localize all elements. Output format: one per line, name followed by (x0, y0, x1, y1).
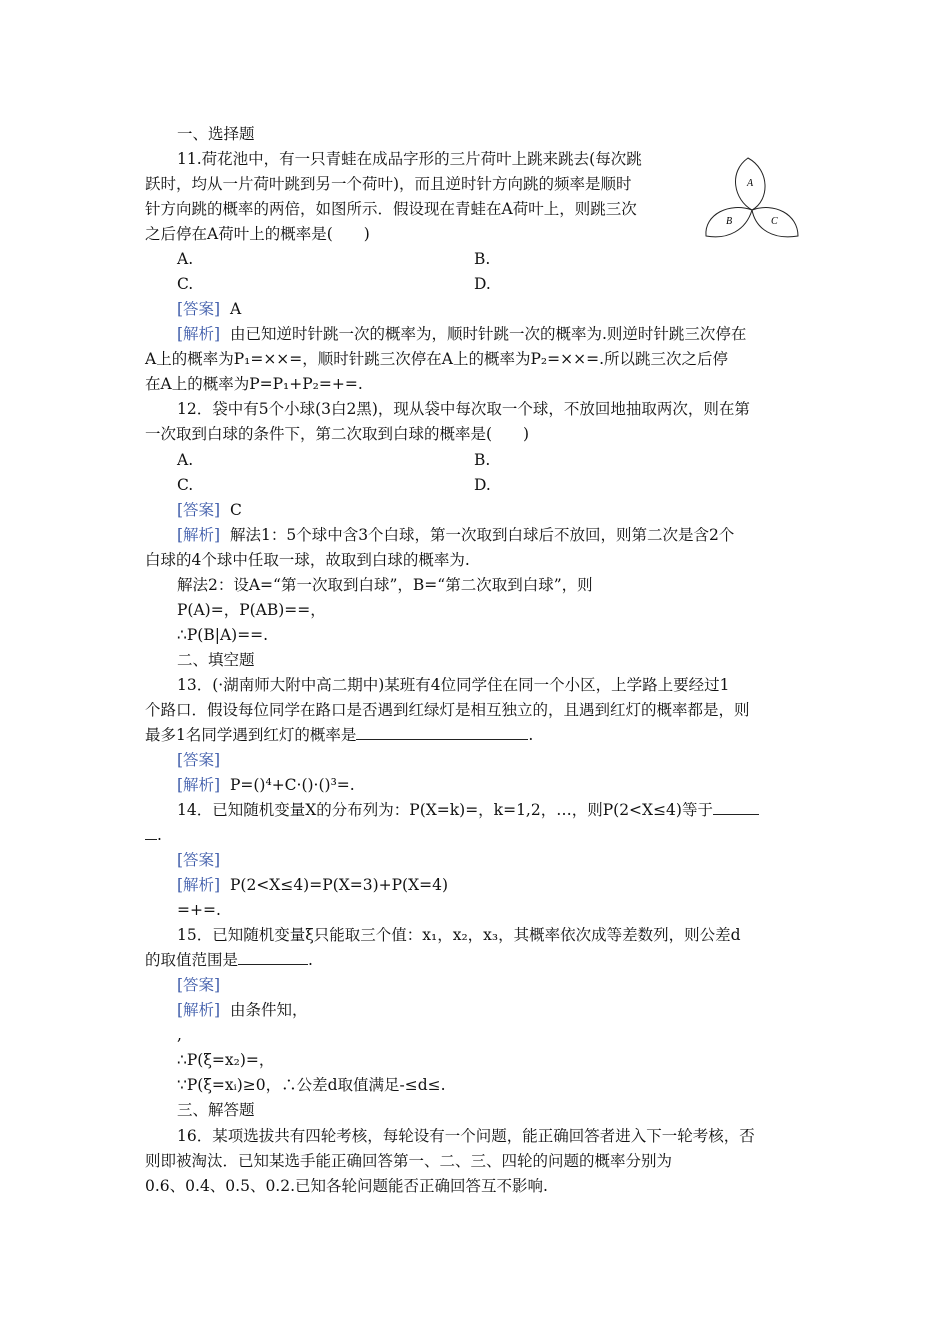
q15-line-2-text: 的取值范围是 (145, 951, 239, 969)
q11-analysis-line-1: 由已知逆时针跳一次的概率为，顺时针跳一次的概率为.则逆时针跳三次停在 (229, 325, 747, 343)
q15-line-2 (145, 949, 313, 971)
q11-option-d: D. (474, 275, 491, 293)
analysis-tag: [解析] (177, 325, 221, 343)
q16-line-3: 0.6、0.4、0.5、0.2.已知各轮问题能否正确回答互不影响. (145, 1177, 548, 1195)
q15-analysis-line-3: ∴P(ξ=x₂)=， (177, 1051, 275, 1069)
q14-line-2-end: . (157, 826, 162, 844)
q14-line-1 (177, 799, 759, 821)
q12-line-2: 一次取到白球的条件下，第二次取到白球的概率是( ) (145, 425, 530, 443)
q14-analysis-row (177, 874, 448, 896)
q15-line-1: 15．已知随机变量ξ只能取三个值：x₁，x₂，x₃，其概率依次成等差数列，则公差d (177, 926, 741, 944)
q11-answer-row (177, 298, 241, 320)
analysis-tag: [解析] (177, 1001, 221, 1019)
q11-option-c: C. (177, 275, 194, 293)
q13-line-3-end: . (528, 726, 534, 744)
q16-line-1: 16．某项选拔共有四轮考核，每轮设有一个问题，能正确回答者进入下一轮考核，否 (177, 1127, 755, 1145)
q11-line-2: 跃时，均从一片荷叶跳到另一个荷叶)，而且逆时针方向跳的频率是顺时 (145, 175, 632, 193)
analysis-tag: [解析] (177, 776, 221, 794)
leaf-a-label: A (747, 178, 754, 189)
q13-line-3 (145, 724, 533, 746)
section-heading-solve: 三、解答题 (177, 1101, 255, 1119)
q12-line-1: 12．袋中有5个小球(3白2黑)，现从袋中每次取一个球，不放回地抽取两次，则在第 (177, 400, 750, 418)
q13-analysis-row (177, 774, 355, 796)
q13-line-2: 个路口．假设每位同学在路口是否遇到红绿灯是相互独立的，且遇到红灯的概率都是，则 (145, 701, 750, 719)
answer-tag: [答案] (177, 501, 221, 519)
q12-analysis-line-3: 解法2：设A=“第一次取到白球”，B=“第二次取到白球”，则 (177, 576, 593, 594)
q14-analysis-line-1: P(2<X≤4)=P(X=3)+P(X=4) (229, 876, 449, 894)
analysis-tag: [解析] (177, 526, 221, 544)
q12-analysis-line-4: P(A)=，P(AB)==， (177, 601, 326, 619)
q11-analysis-row (177, 323, 746, 345)
q12-option-c: C. (177, 476, 194, 494)
q13-line-3-text: 最多1名同学遇到红灯的概率是 (145, 726, 357, 744)
answer-tag: [答案] (177, 976, 221, 994)
q13-answer-row (177, 749, 220, 771)
q14-line-1-text: 14．已知随机变量X的分布列为：P(X=k)=，k=1,2，…，则P(2<X≤4)等于 (177, 801, 713, 819)
q11-line-1: 11.荷花池中，有一只青蛙在成品字形的三片荷叶上跳来跳去(每次跳 (177, 150, 642, 168)
q13-analysis-line-1: P=()⁴+C·()·()³=. (229, 776, 355, 794)
q12-option-d: D. (474, 476, 491, 494)
q14-line-2 (145, 824, 162, 846)
q15-answer-row (177, 974, 220, 996)
q15-answer-blank[interactable] (238, 949, 308, 965)
q14-analysis-line-2: =+=. (177, 901, 221, 919)
q11-line-4: 之后停在A荷叶上的概率是( ) (145, 225, 370, 243)
q12-analysis-row (177, 524, 734, 546)
lotus-leaves-figure (704, 156, 800, 240)
answer-tag: [答案] (177, 300, 221, 318)
answer-tag: [答案] (177, 751, 221, 769)
q11-analysis-line-2: A上的概率为P₁=××=，顺时针跳三次停在A上的概率为P₂=××=.所以跳三次之后停 (145, 350, 729, 368)
q11-option-b: B. (474, 250, 491, 268)
q13-answer-blank[interactable] (356, 724, 528, 740)
analysis-tag: [解析] (177, 876, 221, 894)
q15-analysis-line-4: ∵P(ξ=xᵢ)≥0，∴公差d取值满足-≤d≤. (177, 1076, 446, 1094)
q12-option-b: B. (474, 451, 491, 469)
leaf-b-label: B (726, 216, 733, 227)
q15-analysis-line-1: 由条件知， (229, 1001, 308, 1019)
q15-line-2-end: . (308, 951, 313, 969)
q15-analysis-row (177, 999, 307, 1021)
q12-option-a: A. (177, 451, 194, 469)
q14-answer-blank-part-2[interactable] (145, 824, 157, 840)
q13-line-1: 13．(·湖南师大附中高二期中)某班有4位同学住在同一个小区，上学路上要经过1 (177, 676, 730, 694)
q12-answer-row (177, 499, 242, 521)
q14-answer-row (177, 849, 220, 871)
q15-analysis-line-2: , (177, 1026, 182, 1044)
q11-option-a: A. (177, 250, 194, 268)
q16-line-2: 则即被淘汰．已知某选手能正确回答第一、二、三、四轮的问题的概率分别为 (145, 1152, 673, 1170)
q11-line-3: 针方向跳的概率的两倍，如图所示．假设现在青蛙在A荷叶上，则跳三次 (145, 200, 637, 218)
q12-analysis-line-5: ∴P(B|A)==. (177, 626, 269, 644)
q11-analysis-line-3: 在A上的概率为P=P₁+P₂=+=. (145, 375, 363, 393)
section-heading-fill: 二、填空题 (177, 651, 255, 669)
q12-analysis-line-1: 解法1：5个球中含3个白球，第一次取到白球后不放回，则第二次是含2个 (229, 526, 735, 544)
q11-answer-value: A (229, 300, 242, 318)
answer-tag: [答案] (177, 851, 221, 869)
q12-analysis-line-2: 白球的4个球中任取一球，故取到白球的概率为. (145, 551, 470, 569)
leaf-c-label: C (771, 216, 778, 227)
q12-answer-value: C (229, 501, 242, 519)
q14-answer-blank-part-1[interactable] (713, 799, 759, 815)
section-heading-choice: 一、选择题 (177, 125, 255, 143)
